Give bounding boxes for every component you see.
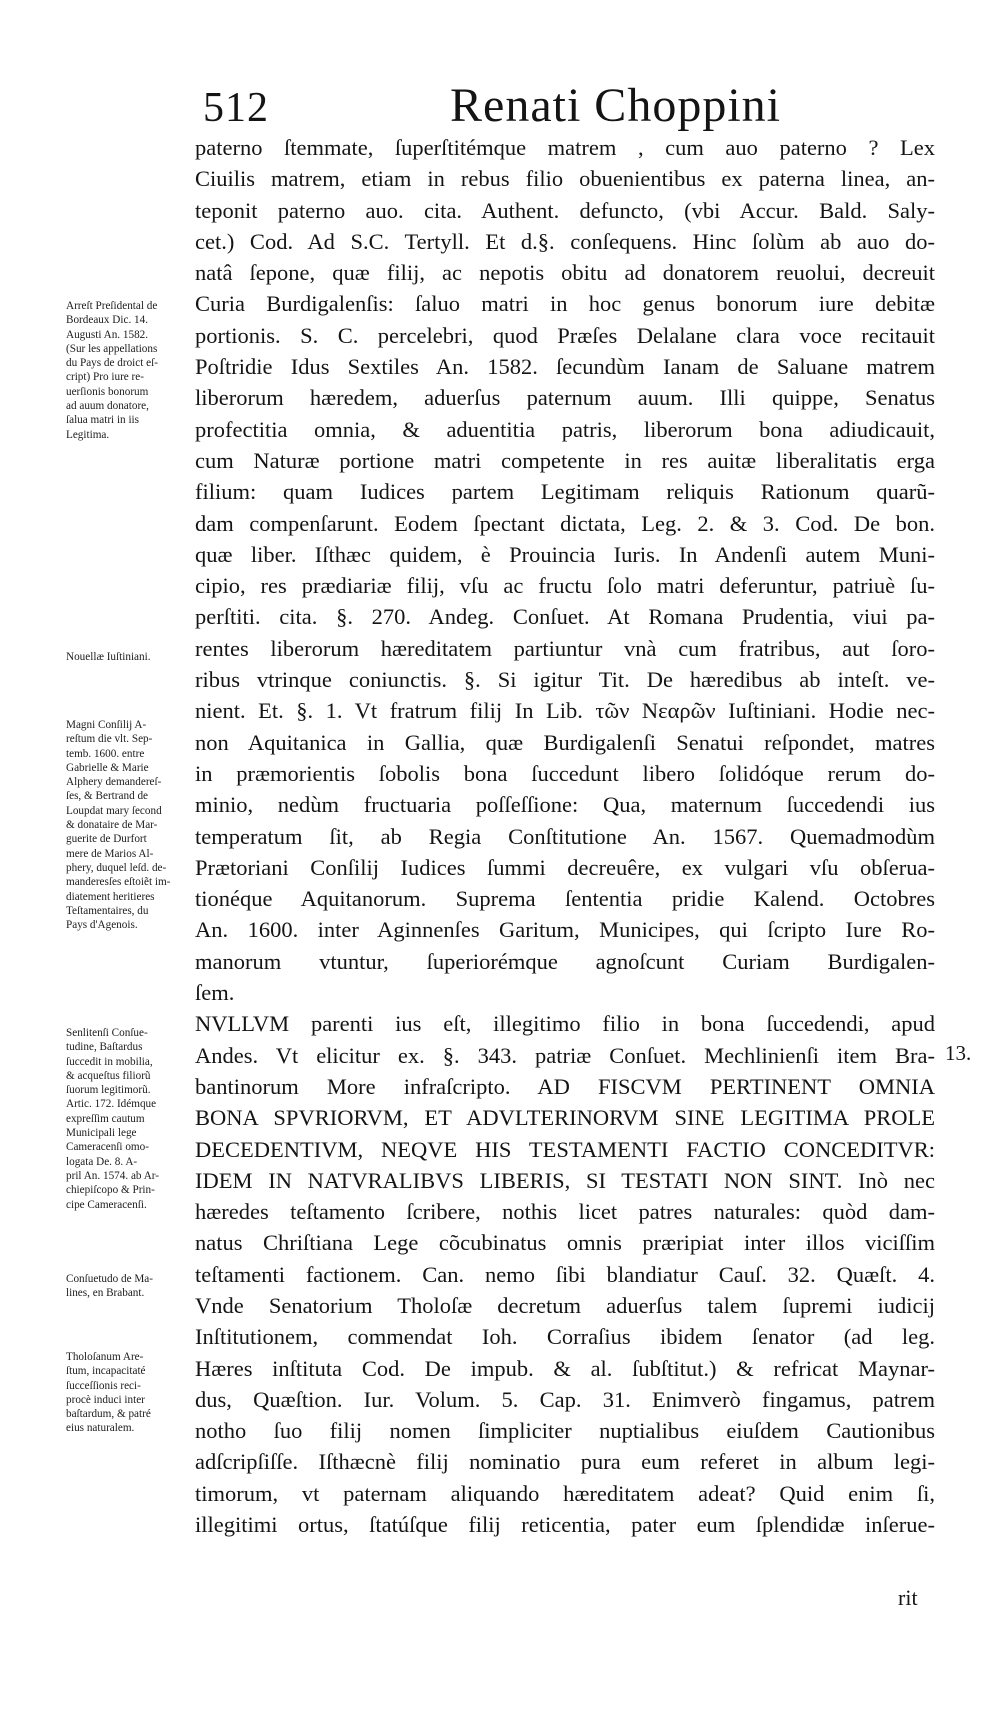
body-line: teſtamenti factionem. Can. nemo ſibi blandiatur Cauſ. 32. Quæſt. 4. — [195, 1261, 935, 1287]
sidenote-line: pril An. 1574. ab Ar- — [66, 1169, 159, 1182]
sidenote-line: Senlitenſi Conſue- — [66, 1027, 148, 1039]
sidenote-line: ſalua matri in iis — [66, 414, 140, 427]
margin-section-number: 13. — [945, 1041, 972, 1065]
sidenote-line: ad auum donatore, — [66, 400, 149, 413]
body-line: rentes liberorum hæreditatem partiuntur vnà cum fratribus, aut ſoro- — [195, 635, 935, 661]
body-line: dus, Quæſtion. Iur. Volum. 5. Cap. 31. Enimverò fingamus, patrem — [195, 1386, 935, 1412]
sidenote-line: Teſtamentaires, du — [66, 904, 149, 917]
sidenote-line: (Sur les appellations — [66, 342, 158, 355]
sidenote-line: chiepiſcopo & Prin- — [66, 1184, 155, 1197]
body-line: BONA SPVRIORVM, ET ADVLTERINORVM SINE LEGITIMA PROLE — [195, 1105, 935, 1131]
body-line: ribus vtrinque coniunctis. §. Si igitur Tit. De hæredibus ab inteſt. ve- — [195, 667, 935, 693]
sidenote-line: tudine, Baſtardus — [66, 1041, 143, 1054]
sidenote-line: Magni Conſilij A- — [66, 719, 147, 731]
sidenote-line: cript) Pro iure re- — [66, 371, 144, 384]
sidenote-line: diatement heritieres — [66, 890, 155, 903]
sidenote-malines — [66, 1272, 194, 1301]
body-line: minio, nedùm fructuaria poſſeſſione: Qua, maternum ſuccedendi ius — [195, 792, 935, 818]
sidenote-novellae — [66, 650, 194, 664]
sidenote-line: temb. 1600. entre — [66, 747, 145, 760]
sidenote-line: du Pays de droict eſ- — [66, 357, 158, 370]
sidenote-magni-consilij — [66, 718, 194, 932]
sidenote-line: ſucceſſionis reci- — [66, 1379, 141, 1392]
body-line: cipio, res prædiariæ filij, vſu ac fructu ſolo matri deferuntur, patriuè ſu- — [195, 573, 935, 599]
body-line: Poſtridie Idus Sextiles An. 1582. ſecundùm Ianam de Saluane matrem — [195, 354, 935, 380]
sidenote-line: Pays d'Agenois. — [66, 919, 138, 932]
body-line: Andes. Vt elicitur ex. §. 343. patriæ Conſuet. Mechlinienſi item Bra- — [195, 1042, 935, 1068]
body-line: Curia Burdigalenſis: ſaluo matri in hoc genus bonorum iure debitæ — [195, 291, 935, 317]
body-line: tionéque Aquitanorum. Suprema ſententia pridie Kalend. Octobres — [195, 886, 935, 912]
body-line: perſtiti. cita. §. 270. Andeg. Conſuet. At Romana Prudentia, viui pa- — [195, 604, 935, 630]
sidenote-line: cipe Cameracenſi. — [66, 1198, 147, 1211]
body-line: ſem. — [195, 980, 235, 1006]
sidenote-line: manderesſes eſtoiẽt im- — [66, 876, 171, 889]
sidenote-line: ſes, & Bertrand de — [66, 790, 149, 803]
sidenote-line: & donataire de Mar- — [66, 819, 158, 832]
body-line: quæ liber. Iſthæc quidem, è Prouincia Iuris. In Andenſi autem Muni- — [195, 541, 935, 567]
sidenote-line: baſtardum, & patré — [66, 1408, 151, 1421]
body-text — [195, 132, 935, 1540]
sidenote-line: Municipali lege — [66, 1127, 137, 1140]
catchword: rit — [898, 1585, 918, 1610]
sidenote-line: Augusti An. 1582. — [66, 328, 149, 341]
sidenote-line: uerſionis bonorum — [66, 385, 149, 398]
sidenote-line: ſuorum legitimorũ. — [66, 1084, 151, 1097]
body-line: nient. Et. §. 1. Vt fratrum filij In Lib. τῶν Νεαρῶν Iuſtiniani. Hodie nec- — [195, 698, 935, 724]
sidenote-senlitensi — [66, 1026, 194, 1212]
body-line: bantinorum More infraſcripto. AD FISCVM PERTINENT OMNIA — [195, 1073, 935, 1099]
body-line: hæredes teſtamento ſcribere, nothis licet patres naturales: quòd dam- — [195, 1199, 935, 1225]
body-line: Vnde Senatorium Tholoſæ decretum aduerſus talem ſupremi iudicij — [195, 1292, 935, 1318]
sidenote-line: procè induci inter — [66, 1393, 145, 1406]
body-line: Inſtitutionem, commendat Ioh. Corraſius ibidem ſenator (ad leg. — [195, 1324, 935, 1350]
body-line: IDEM IN NATVRALIBVS LIBERIS, SI TESTATI NON SINT. Inò nec — [195, 1167, 935, 1193]
sidenote-line: Gabrielle & Marie — [66, 761, 149, 774]
body-line: Ciuilis matrem, etiam in rebus filio obuenientibus ex paterna linea, an- — [195, 166, 935, 192]
sidenote-line: guerite de Durfort — [66, 833, 147, 846]
body-line: non Aquitanica in Gallia, quæ Burdigalenſi Senatui reſpondet, matres — [195, 729, 935, 755]
body-line: portionis. S. C. percelebri, quod Præſes Delalane clara voce recitauit — [195, 322, 935, 348]
sidenote-line: Alphery demandereſ- — [66, 776, 162, 789]
sidenote-line: & acqueſtus filiorũ — [66, 1069, 151, 1082]
sidenote-line: mere de Marios Al- — [66, 847, 154, 860]
body-line: notho ſuo filij nomen ſimpliciter nuptialibus eiuſdem Cautionibus — [195, 1418, 935, 1444]
body-line: adſcripſiſſe. Iſthæcnè filij nominatio pura eum referet in album legi- — [195, 1449, 935, 1475]
sidenote-line: Tholoſanum Are- — [66, 1351, 144, 1363]
body-line: dam compenſarunt. Eodem ſpectant dictata, Leg. 2. & 3. Cod. De bon. — [195, 510, 935, 536]
body-line: Prætoriani Conſilij Iudices ſummi decreuêre, ex vulgari vſu obſerua- — [195, 854, 935, 880]
sidenote-line: phery, duquel leſd. de- — [66, 861, 167, 874]
sidenote-line: Cameracenſi omo- — [66, 1141, 149, 1154]
sidenote-arrest-bordeaux — [66, 299, 194, 442]
sidenote-line: Arreſt Preſidental de — [66, 300, 158, 312]
sidenote-line: Bordeaux Dic. 14. — [66, 314, 149, 327]
sidenote-line: ſuccedit in mobilia, — [66, 1055, 153, 1068]
body-line: filium: quam Iudices partem Legitimam reliquis Rationum quarũ- — [195, 479, 935, 505]
sidenote-line: reſtum die vlt. Sep- — [66, 733, 153, 746]
body-line: in præmorientis ſobolis bona ſuccedunt libero ſolidóque rerum do- — [195, 760, 935, 786]
sidenote-line: logata De. 8. A- — [66, 1155, 138, 1168]
body-line: paterno ſtemmate, ſuperſtitémque matrem , cum auo paterno ? Lex — [195, 135, 935, 160]
body-line: Hæres inſtituta Cod. De impub. & al. ſubſtitut.) & refricat Maynar- — [195, 1355, 935, 1381]
sidenote-line: Loupdat mary ſecond — [66, 804, 162, 817]
sidenote-tholosanum — [66, 1350, 194, 1436]
body-line: teponit paterno auo. cita. Authent. defuncto, (vbi Accur. Bald. Saly- — [195, 197, 935, 223]
body-line: An. 1600. inter Aginnenſes Garitum, Municipes, qui ſcripto Iure Ro- — [195, 917, 935, 943]
page-number: 512 — [203, 85, 269, 131]
body-line: timorum, vt paternam aliquando hæreditatem adeat? Quid enim ſi, — [195, 1480, 935, 1506]
body-line: illegitimi ortus, ſtatúſque filij reticentia, pater eum ſplendidæ inſerue- — [195, 1512, 935, 1538]
body-line: natus Chriſtiana Lege cõcubinatus omnis præripiat inter illos viciſſim — [195, 1230, 935, 1256]
running-head: Renati Choppini — [450, 79, 781, 132]
sidenote-line: ſtum, incapacitaté — [66, 1365, 146, 1378]
sidenote-line: Artic. 172. Idémque — [66, 1098, 157, 1111]
body-line: NVLLVM parenti ius eſt, illegitimo filio in bona ſuccedendi, apud — [195, 1011, 935, 1037]
body-line: cum Naturæ portione matri competente in res auitæ liberalitatis erga — [195, 447, 935, 473]
body-line: temperatum ſit, ab Regia Conſtitutione An. 1567. Quemadmodùm — [195, 823, 935, 849]
sidenote-line: Conſuetudo de Ma- — [66, 1273, 153, 1285]
body-line: cet.) Cod. Ad S.C. Tertyll. Et d.§. conſequens. Hinc ſolùm ab auo do- — [195, 228, 935, 254]
sidenote-line: lines, en Brabant. — [66, 1287, 145, 1300]
body-line: manorum vtuntur, ſuperiorémque agnoſcunt Curiam Burdigalen- — [195, 948, 935, 974]
sidenote-line: expreſſim cautum — [66, 1112, 145, 1125]
sidenote-line: eius naturalem. — [66, 1422, 135, 1435]
body-line: profectitia omnia, & aduentitia patris, liberorum bona adiudicauit, — [195, 416, 935, 442]
body-line: liberorum hæredem, aduerſus paternum auum. Illi quippe, Senatus — [195, 385, 935, 411]
sidenote-line: Legitima. — [66, 428, 110, 441]
body-line: natâ ſepone, quæ filij, ac nepotis obitu ad donatorem reuolui, decreuit — [195, 260, 935, 286]
sidenote-line: Nouellæ Iuſtiniani. — [66, 651, 151, 663]
body-line: DECEDENTIVM, NEQVE HIS TESTAMENTI FACTIO CONCEDITVR: — [195, 1136, 935, 1162]
